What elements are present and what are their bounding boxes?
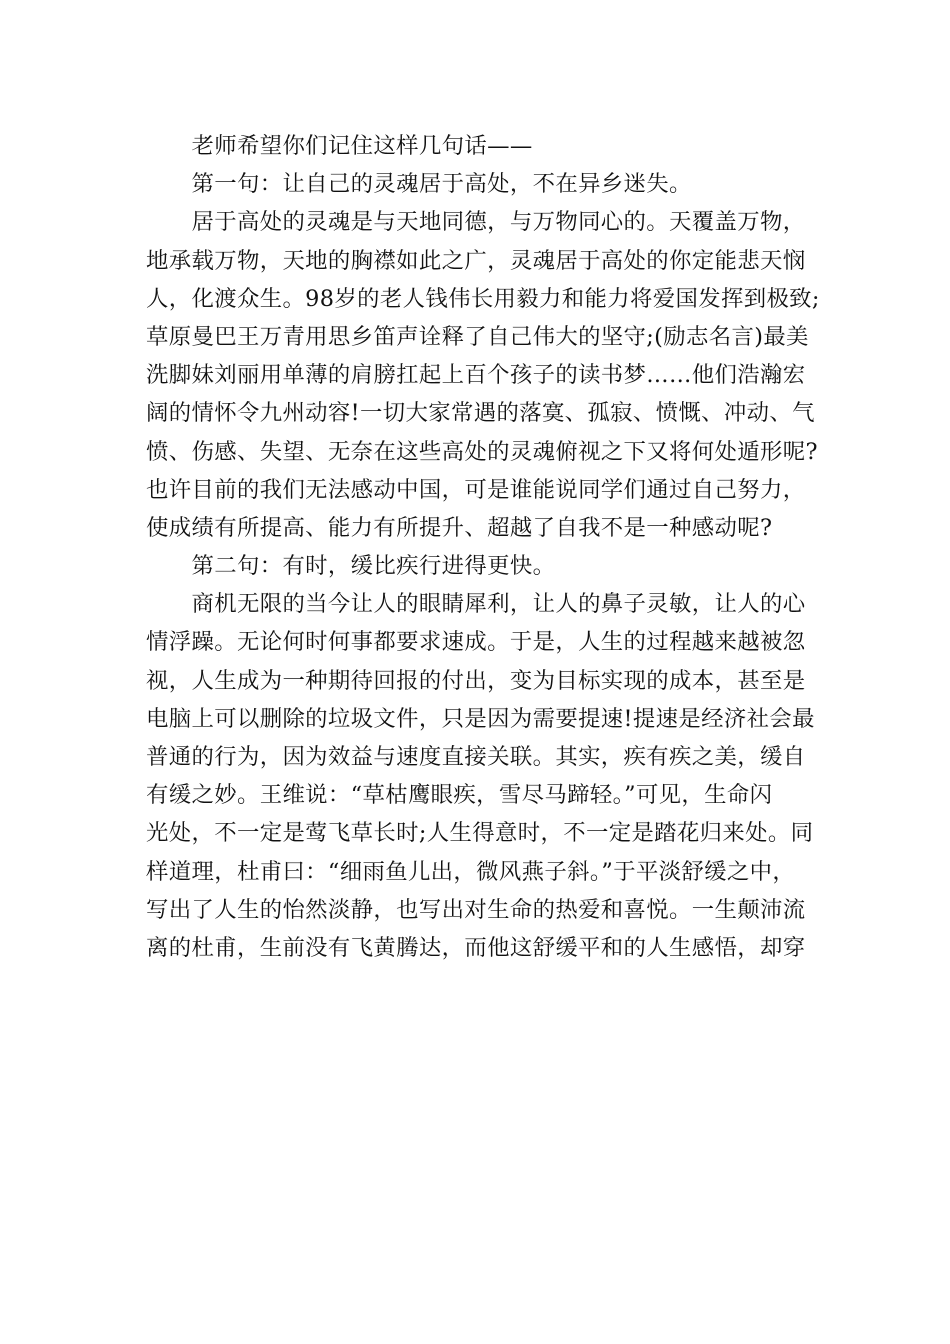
text-line: 写出了人生的怡然淡静，也写出对生命的热爱和喜悦。一生颠沛流 bbox=[146, 896, 806, 923]
text-line: 草原曼巴王万青用思乡笛声诠释了自己伟大的坚守;(励志名言)最美 bbox=[146, 323, 809, 350]
text-line: 居于高处的灵魂是与天地同德，与万物同心的。天覆盖万物， bbox=[146, 209, 806, 236]
text-line: 也许目前的我们无法感动中国，可是谁能说同学们通过自己努力， bbox=[146, 476, 806, 503]
text-line: 电脑上可以删除的垃圾文件，只是因为需要提速!提速是经济社会最 bbox=[146, 705, 815, 732]
text-line: 普通的行为，因为效益与速度直接关联。其实，疾有疾之美，缓自 bbox=[146, 744, 806, 770]
text-line: 有缓之妙。王维说：“草枯鹰眼疾，雪尽马蹄轻。”可见，生命闪 bbox=[146, 782, 773, 809]
text-line: 情浮躁。无论何时何事都要求速成。于是，人生的过程越来越被忽 bbox=[146, 629, 806, 656]
text-line: 老师希望你们记住这样几句话—— bbox=[146, 133, 533, 159]
text-line: 人，化渡众生。98岁的老人钱伟长用毅力和能力将爱国发挥到极致; bbox=[146, 285, 820, 312]
text-line: 样道理，杜甫曰：“细雨鱼儿出，微风燕子斜。”于平淡舒缓之中， bbox=[146, 858, 796, 885]
text-line: 地承载万物，天地的胸襟如此之广，灵魂居于高处的你定能悲天悯 bbox=[146, 247, 806, 274]
text-line: 愤、伤感、失望、无奈在这些高处的灵魂俯视之下又将何处遁形呢? bbox=[146, 438, 818, 465]
text-line: 第一句：让自己的灵魂居于高处，不在异乡迷失。 bbox=[146, 171, 692, 198]
text-line: 阔的情怀令九州动容!一切大家常遇的落寞、孤寂、愤慨、冲动、气 bbox=[146, 400, 815, 427]
document-body bbox=[146, 127, 826, 967]
text-line: 商机无限的当今让人的眼睛犀利，让人的鼻子灵敏，让人的心 bbox=[146, 591, 806, 618]
text-line: 光处，不一定是莺飞草长时;人生得意时，不一定是踏花归来处。同 bbox=[146, 820, 814, 847]
text-line: 离的杜甫，生前没有飞黄腾达，而他这舒缓平和的人生感悟，却穿 bbox=[146, 934, 806, 961]
text-line: 洗脚妹刘丽用单薄的肩膀扛起上百个孩子的读书梦……他们浩瀚宏 bbox=[146, 362, 806, 389]
text-line: 视，人生成为一种期待回报的付出，变为目标实现的成本，甚至是 bbox=[146, 667, 806, 694]
text-line: 第二句：有时，缓比疾行进得更快。 bbox=[146, 553, 556, 580]
text-line: 使成绩有所提高、能力有所提升、超越了自我不是一种感动呢? bbox=[146, 514, 773, 541]
